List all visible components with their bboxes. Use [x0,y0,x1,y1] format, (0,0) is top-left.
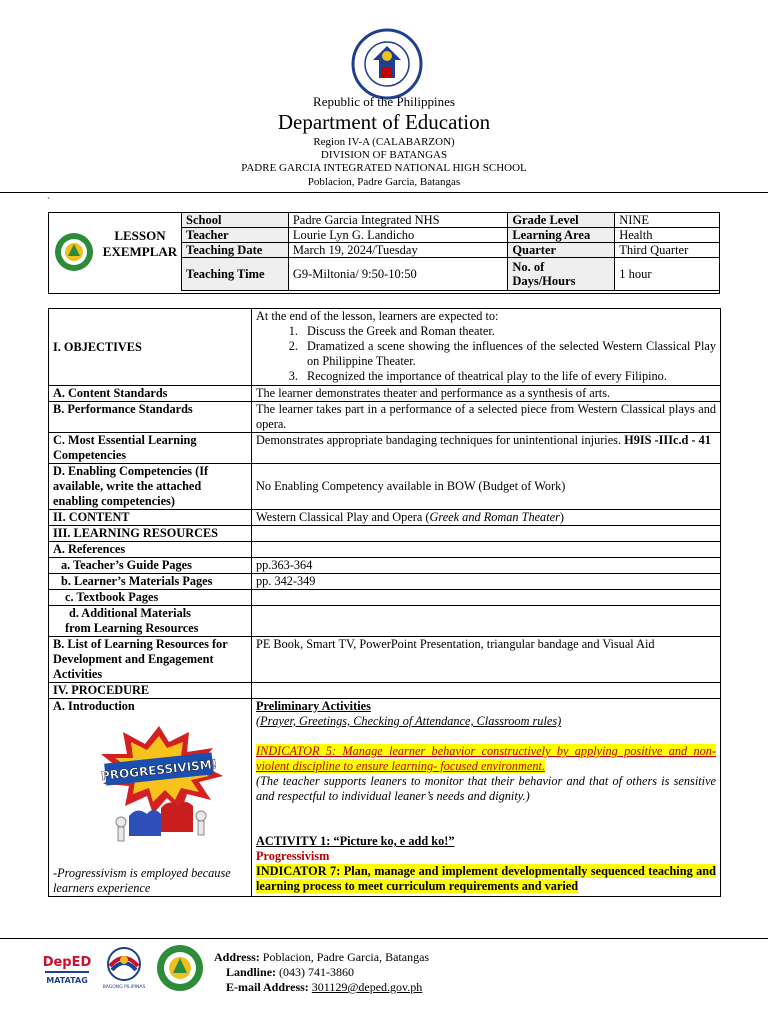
empty-cell [252,683,721,699]
table-row [49,574,721,590]
objectives-intro: At the end of the lesson, learners are expected to: [256,309,499,323]
lm-value: pp. 342-349 [252,574,721,590]
melc-text: Demonstrates appropriate bandaging techniques for unintentional injuries. [256,433,625,447]
table-row [49,637,721,683]
performance-standards-label: B. Performance Standards [49,402,252,433]
enabling-value: No Enabling Competency available in BOW (Budget of Work) [252,464,721,510]
table-row [49,542,721,558]
email-link[interactable]: 301129@deped.gov.ph [311,980,423,994]
footer-landline-line [212,965,429,980]
progressivism-word: PROGRESSIVISM! [100,756,218,784]
table-row [49,402,721,433]
school-line: PADRE GARCIA INTEGRATED NATIONAL HIGH SCHOOL [241,162,527,174]
introduction-cell [49,699,252,897]
objectives-label: I. OBJECTIVES [49,309,252,386]
table-row [49,683,721,699]
table-row [49,464,721,510]
content-text: Western Classical Play and Opera ( [256,510,430,524]
footer-email-line [212,980,429,995]
info-value: March 19, 2024/Tuesday [288,243,508,258]
info-label: Teaching Date [182,243,289,258]
indicator5-block [256,744,716,774]
footer-contact [212,950,429,995]
enabling-label: D. Enabling Competencies (If available, write the attached enabling competencies) [49,464,252,510]
department-title: Department of Education [277,110,491,134]
info-label: Grade Level [508,213,615,228]
additional-label [49,606,252,637]
table-row [49,526,721,542]
objectives-list [256,324,716,384]
email-label: E-mail Address: [226,980,309,994]
deped-matatag-logo-icon [42,948,92,988]
bagong-pilipinas-logo-icon [100,946,148,990]
content-standards-value: The learner demonstrates theater and performance as a synthesis of arts. [252,386,721,402]
table-row [49,386,721,402]
info-label: Quarter [508,243,615,258]
resources-label: III. LEARNING RESOURCES [49,526,252,542]
activity1-title: ACTIVITY 1: “Picture ko, e add ko!” [256,834,455,848]
lesson-info-table [181,212,720,291]
address-label: Address: [214,950,260,964]
empty-cell [252,606,721,637]
content-label: II. CONTENT [49,510,252,526]
indicator7-block [256,864,716,894]
melc-label: C. Most Essential Learning Competencies [49,433,252,464]
lesson-plan-table [48,308,721,897]
objective-item: 1. Discuss the Greek and Roman theater. [301,324,716,339]
info-label: School [182,213,289,228]
content-close: ) [559,510,564,524]
list-resources-value: PE Book, Smart TV, PowerPoint Presentation, triangular bandage and Visual Aid [252,637,721,683]
procedure-label: IV. PROCEDURE [49,683,252,699]
progressivism-graphic [53,714,247,836]
activity1-tag: Progressivism [256,849,330,863]
address-value: Poblacion, Padre Garcia, Batangas [262,950,430,964]
info-value: Third Quarter [615,243,720,258]
table-row [49,590,721,606]
content-cell [252,510,721,526]
bp-logo-text: BAGONG PILIPINAS [102,985,146,990]
additional-label-line1: d. Additional Materials [69,606,191,620]
objective-item: 2. Dramatized a scene showing the influences of the selected Western Classical Play on Philippine Theater. [301,339,716,369]
deped-logo-text: DepED [42,955,92,970]
info-value: G9-Miltonia/ 9:50-10:50 [288,258,508,291]
info-value: NINE [615,213,720,228]
info-label: Teacher [182,228,289,243]
exemplar-title-line2: EXEMPLAR [102,244,178,259]
additional-label-line2: from Learning Resources [65,621,199,635]
info-label: Teaching Time [182,258,289,291]
content-italic: Greek and Roman Theater [429,510,560,524]
progressivism-burst-icon [89,724,229,846]
indicator7-text: INDICATOR 7: Plan, manage and implement developmentally sequenced teaching and learning process to meet curriculum requirements and varied [256,864,716,893]
header-divider [0,192,768,193]
footer-divider [0,938,768,939]
indicator5-note: (The teacher supports leaners to monitor that their behavior and that of others is sensitive and respectful to individual leaner’s needs and dignity.) [256,774,716,803]
info-label: No. of Days/Hours [508,258,615,291]
preliminary-title: Preliminary Activities [256,699,371,713]
matatag-logo-text: MATATAG [46,976,88,985]
list-resources-label: B. List of Learning Resources for Development and Engagement Activities [49,637,252,683]
table-row [49,606,721,637]
introduction-caption: -Progressivism is employed because learners experience [53,866,231,895]
landline-value: (043) 741-3860 [279,965,355,979]
tg-label: a. Teacher’s Guide Pages [49,558,252,574]
landline-label: Landline: [226,965,277,979]
lm-label: b. Learner’s Materials Pages [49,574,252,590]
info-row [182,258,720,291]
info-value: Lourie Lyn G. Landicho [288,228,508,243]
preliminary-items: (Prayer, Greetings, Checking of Attendance, Classroom rules) [256,714,562,728]
info-row [182,228,720,243]
performance-standards-value: The learner takes part in a performance of a selected piece from Western Classical plays and opera. [252,402,721,433]
republic-line: Republic of the Philippines [313,94,455,109]
exemplar-title-line1: LESSON [114,228,166,243]
lesson-exemplar-title [96,228,184,260]
stray-mark: ` [47,197,51,208]
division-line: DIVISION OF BATANGAS [320,149,448,161]
objectives-row [49,309,721,386]
info-value: Padre Garcia Integrated NHS [288,213,508,228]
table-row [49,433,721,464]
objective-item: 3. Recognized the importance of theatrical play to the life of every Filipino. [301,369,716,384]
indicator5-text: INDICATOR 5: Manage learner behavior constructively by applying positive and non- violent discipline to ensure learning- focused environment. [256,744,716,773]
deped-seal-icon [351,28,423,100]
empty-cell [252,526,721,542]
objectives-cell [252,309,721,386]
footer-address-line [212,950,429,965]
content-standards-label: A. Content Standards [49,386,252,402]
introduction-content [252,699,721,897]
school-address-line: Poblacion, Padre Garcia, Batangas [307,176,461,188]
info-row [182,243,720,258]
tg-value: pp.363-364 [252,558,721,574]
info-value: 1 hour [615,258,720,291]
table-row [49,510,721,526]
school-footer-logo-icon [156,944,204,992]
textbook-label: c. Textbook Pages [49,590,252,606]
table-row [49,558,721,574]
info-value: Health [615,228,720,243]
melc-cell [252,433,721,464]
empty-cell [252,542,721,558]
school-logo-icon [54,232,94,272]
melc-code: H9IS -IIIc.d - 41 [624,433,711,447]
introduction-label: A. Introduction [53,699,135,713]
introduction-row [49,699,721,897]
info-label: Learning Area [508,228,615,243]
references-label: A. References [49,542,252,558]
empty-cell [252,590,721,606]
region-line: Region IV-A (CALABARZON) [313,136,455,148]
info-row [182,213,720,228]
